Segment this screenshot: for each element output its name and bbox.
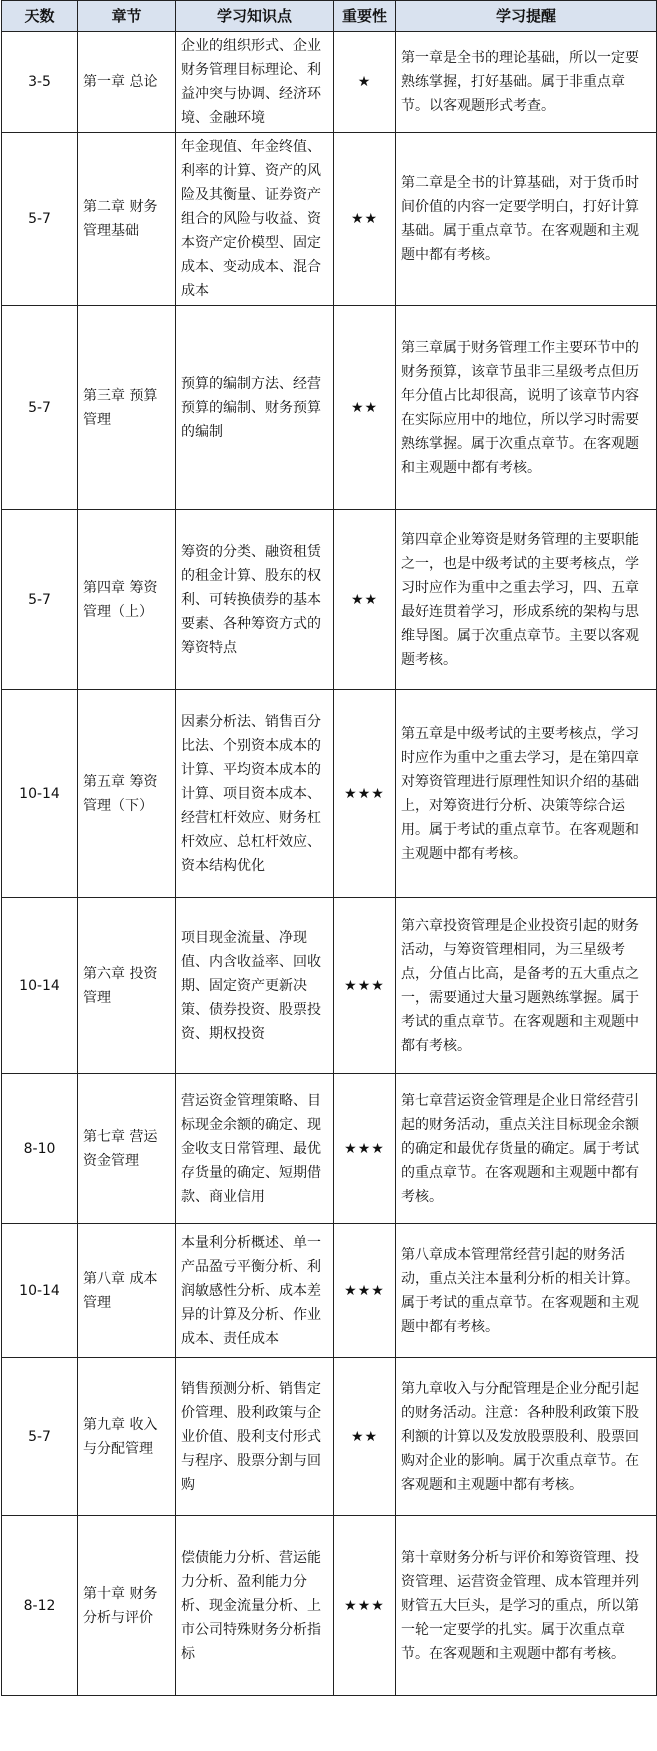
knowledge-points-cell: 销售预测分析、销售定价管理、股利政策与企业价值、股利支付形式与程序、股票分割与回购 (176, 1358, 334, 1516)
chapter-cell: 第三章 预算管理 (78, 306, 176, 510)
table-row (2, 306, 657, 510)
importance-stars: ★★★ (334, 1074, 396, 1224)
header-study-tips: 学习提醒 (396, 1, 657, 32)
study-tips-cell: 第九章收入与分配管理是企业分配引起的财务活动。注意：各种股利政策下股利额的计算以及发放股票股利、股票回购对企业的影响。属于次重点章节。在客观题和主观题中都有考核。 (396, 1358, 657, 1516)
days-cell: 8-10 (2, 1074, 78, 1224)
chapter-cell: 第五章 筹资管理（下） (78, 690, 176, 898)
importance-stars: ★★★ (334, 898, 396, 1074)
chapter-cell: 第九章 收入与分配管理 (78, 1358, 176, 1516)
chapter-cell: 第八章 成本管理 (78, 1224, 176, 1358)
days-cell: 5-7 (2, 306, 78, 510)
knowledge-points-cell: 企业的组织形式、企业财务管理目标理论、利益冲突与协调、经济环境、金融环境 (176, 32, 334, 133)
importance-stars: ★★★ (334, 1516, 396, 1696)
importance-stars: ★★★ (334, 1224, 396, 1358)
knowledge-points-cell: 年金现值、年金终值、利率的计算、资产的风险及其衡量、证券资产组合的风险与收益、资本资产定价模型、固定成本、变动成本、混合成本 (176, 133, 334, 306)
study-tips-cell: 第三章属于财务管理工作主要环节中的财务预算，该章节虽非三星级考点但历年分值占比却很高，说明了该章节内容在实际应用中的地位，所以学习时需要熟练掌握。属于次重点章节。在客观题和主观题中都有考核。 (396, 306, 657, 510)
table-row (2, 133, 657, 306)
header-knowledge-points: 学习知识点 (176, 1, 334, 32)
study-tips-cell: 第十章财务分析与评价和筹资管理、投资管理、运营资金管理、成本管理并列财管五大巨头，是学习的重点，所以第一轮一定要学的扎实。属于次重点章节。在客观题和主观题中都有考核。 (396, 1516, 657, 1696)
study-tips-cell: 第五章是中级考试的主要考核点，学习时应作为重中之重去学习，是在第四章对筹资管理进行原理性知识介绍的基础上，对筹资进行分析、决策等综合运用。属于考试的重点章节。在客观题和主观题中都有考核。 (396, 690, 657, 898)
knowledge-points-cell: 项目现金流量、净现值、内含收益率、回收期、固定资产更新决策、债券投资、股票投资、期权投资 (176, 898, 334, 1074)
importance-stars: ★★★ (334, 690, 396, 898)
study-tips-cell: 第六章投资管理是企业投资引起的财务活动，与筹资管理相同，为三星级考点，分值占比高，是备考的五大重点之一，需要通过大量习题熟练掌握。属于考试的重点章节。在客观题和主观题中都有考核。 (396, 898, 657, 1074)
chapter-cell: 第十章 财务分析与评价 (78, 1516, 176, 1696)
chapter-cell: 第一章 总论 (78, 32, 176, 133)
chapter-cell: 第二章 财务管理基础 (78, 133, 176, 306)
days-cell: 8-12 (2, 1516, 78, 1696)
table-row (2, 1358, 657, 1516)
days-cell: 5-7 (2, 510, 78, 690)
table-row (2, 32, 657, 133)
knowledge-points-cell: 预算的编制方法、经营预算的编制、财务预算的编制 (176, 306, 334, 510)
header-importance: 重要性 (334, 1, 396, 32)
table-row (2, 1074, 657, 1224)
days-cell: 5-7 (2, 1358, 78, 1516)
chapter-cell: 第四章 筹资管理（上） (78, 510, 176, 690)
study-tips-cell: 第四章企业筹资是财务管理的主要职能之一，也是中级考试的主要考核点，学习时应作为重中之重去学习，四、五章最好连贯着学习，形成系统的架构与思维导图。属于次重点章节。主要以客观题考核。 (396, 510, 657, 690)
chapter-cell: 第六章 投资管理 (78, 898, 176, 1074)
study-tips-cell: 第七章营运资金管理是企业日常经营引起的财务活动，重点关注目标现金余额的确定和最优存货量的确定。属于考试的重点章节。在客观题和主观题中都有考核。 (396, 1074, 657, 1224)
days-cell: 3-5 (2, 32, 78, 133)
importance-stars: ★★ (334, 510, 396, 690)
days-cell: 10-14 (2, 898, 78, 1074)
study-tips-cell: 第二章是全书的计算基础，对于货币时间价值的内容一定要学明白，打好计算基础。属于重点章节。在客观题和主观题中都有考核。 (396, 133, 657, 306)
importance-stars: ★★ (334, 1358, 396, 1516)
knowledge-points-cell: 偿债能力分析、营运能力分析、盈利能力分析、现金流量分析、上市公司特殊财务分析指标 (176, 1516, 334, 1696)
study-tips-cell: 第一章是全书的理论基础，所以一定要熟练掌握，打好基础。属于非重点章节。以客观题形式考查。 (396, 32, 657, 133)
study-tips-cell: 第八章成本管理常经营引起的财务活动，重点关注本量利分析的相关计算。属于考试的重点章节。在客观题和主观题中都有考核。 (396, 1224, 657, 1358)
study-plan-table (1, 0, 657, 1696)
table-row (2, 510, 657, 690)
days-cell: 5-7 (2, 133, 78, 306)
importance-stars: ★★ (334, 133, 396, 306)
header-days: 天数 (2, 1, 78, 32)
days-cell: 10-14 (2, 1224, 78, 1358)
table-row (2, 1224, 657, 1358)
chapter-cell: 第七章 营运资金管理 (78, 1074, 176, 1224)
header-chapter: 章节 (78, 1, 176, 32)
knowledge-points-cell: 筹资的分类、融资租赁的租金计算、股东的权利、可转换债券的基本要素、各种筹资方式的筹资特点 (176, 510, 334, 690)
days-cell: 10-14 (2, 690, 78, 898)
knowledge-points-cell: 营运资金管理策略、目标现金余额的确定、现金收支日常管理、最优存货量的确定、短期借款、商业信用 (176, 1074, 334, 1224)
knowledge-points-cell: 因素分析法、销售百分比法、个别资本成本的计算、平均资本成本的计算、项目资本成本、经营杠杆效应、财务杠杆效应、总杠杆效应、资本结构优化 (176, 690, 334, 898)
table-row (2, 898, 657, 1074)
importance-stars: ★ (334, 32, 396, 133)
header-row (2, 1, 657, 32)
table-row (2, 1516, 657, 1696)
knowledge-points-cell: 本量利分析概述、单一产品盈亏平衡分析、利润敏感性分析、成本差异的计算及分析、作业成本、责任成本 (176, 1224, 334, 1358)
table-row (2, 690, 657, 898)
importance-stars: ★★ (334, 306, 396, 510)
